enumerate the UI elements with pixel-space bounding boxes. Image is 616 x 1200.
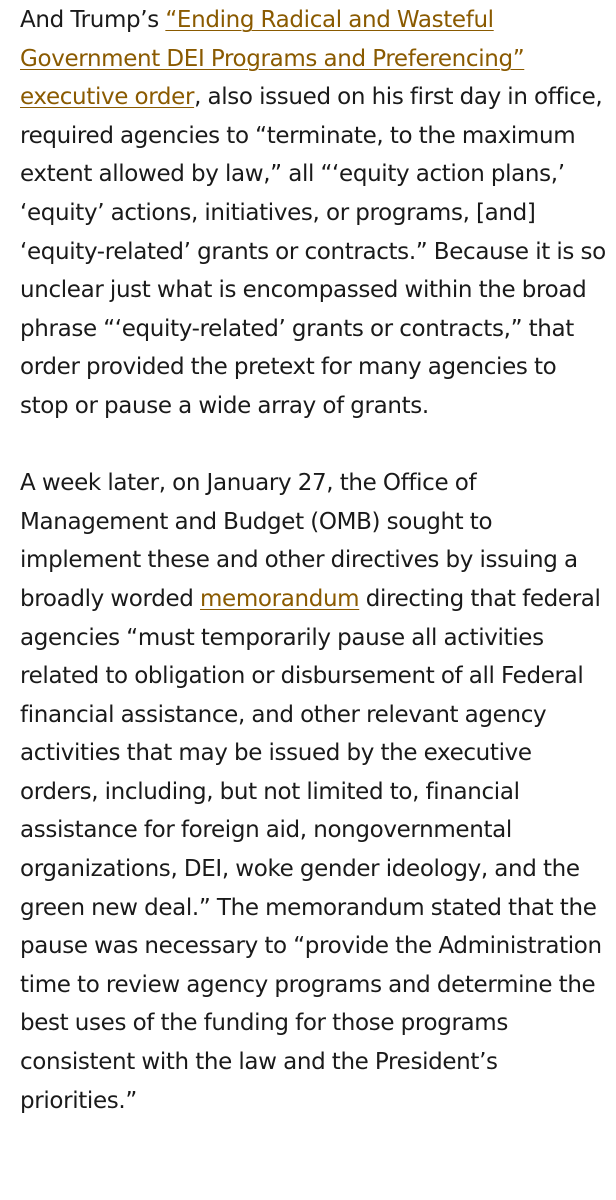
article-body [20,0,610,1120]
paragraph-2-text-start: A week later, on January 27, the Office of Management and Budget (OMB) sought to implement these and other directives by issuing a broadly worded [20,470,578,612]
paragraph-executive-order [20,0,610,426]
paragraph-1-text-start: And Trump’s [20,7,166,33]
memorandum-link[interactable]: memorandum [199,585,360,612]
executive-order-link[interactable]: “Ending Radical and Wasteful Government DEI Programs and Preferencing” executive order [20,7,525,111]
paragraph-2-text-end: directing that federal agencies “must temporarily pause all activities related to obligation or disbursement of all Federal financial assistance, and other relevant agency activities that may be issued by the executive orders, including, but not limited to, financial assistance for foreign aid, nongovernmental organizations, DEI, woke gender ideology, and the green new deal.” The memorandum stated that the pause was necessary to “provide the Administration time to review agency programs and determine the best uses of the funding for those programs consistent with the law and the President’s priorities.” [20,585,602,1114]
paragraph-omb-memorandum [20,464,610,1120]
paragraph-1-text-end: , also issued on his first day in office, required agencies to “terminate, to the maximum extent allowed by law,” all “‘equity action plans,’ ‘equity’ actions, initiatives, or programs, [and] ‘equity-related’ grants or contracts.” Because it is so unclear just what is encompassed within the broad phrase “‘equity-related’ grants or contracts,” that order provided the pretext for many agencies to stop or pause a wide array of grants. [20,84,606,419]
